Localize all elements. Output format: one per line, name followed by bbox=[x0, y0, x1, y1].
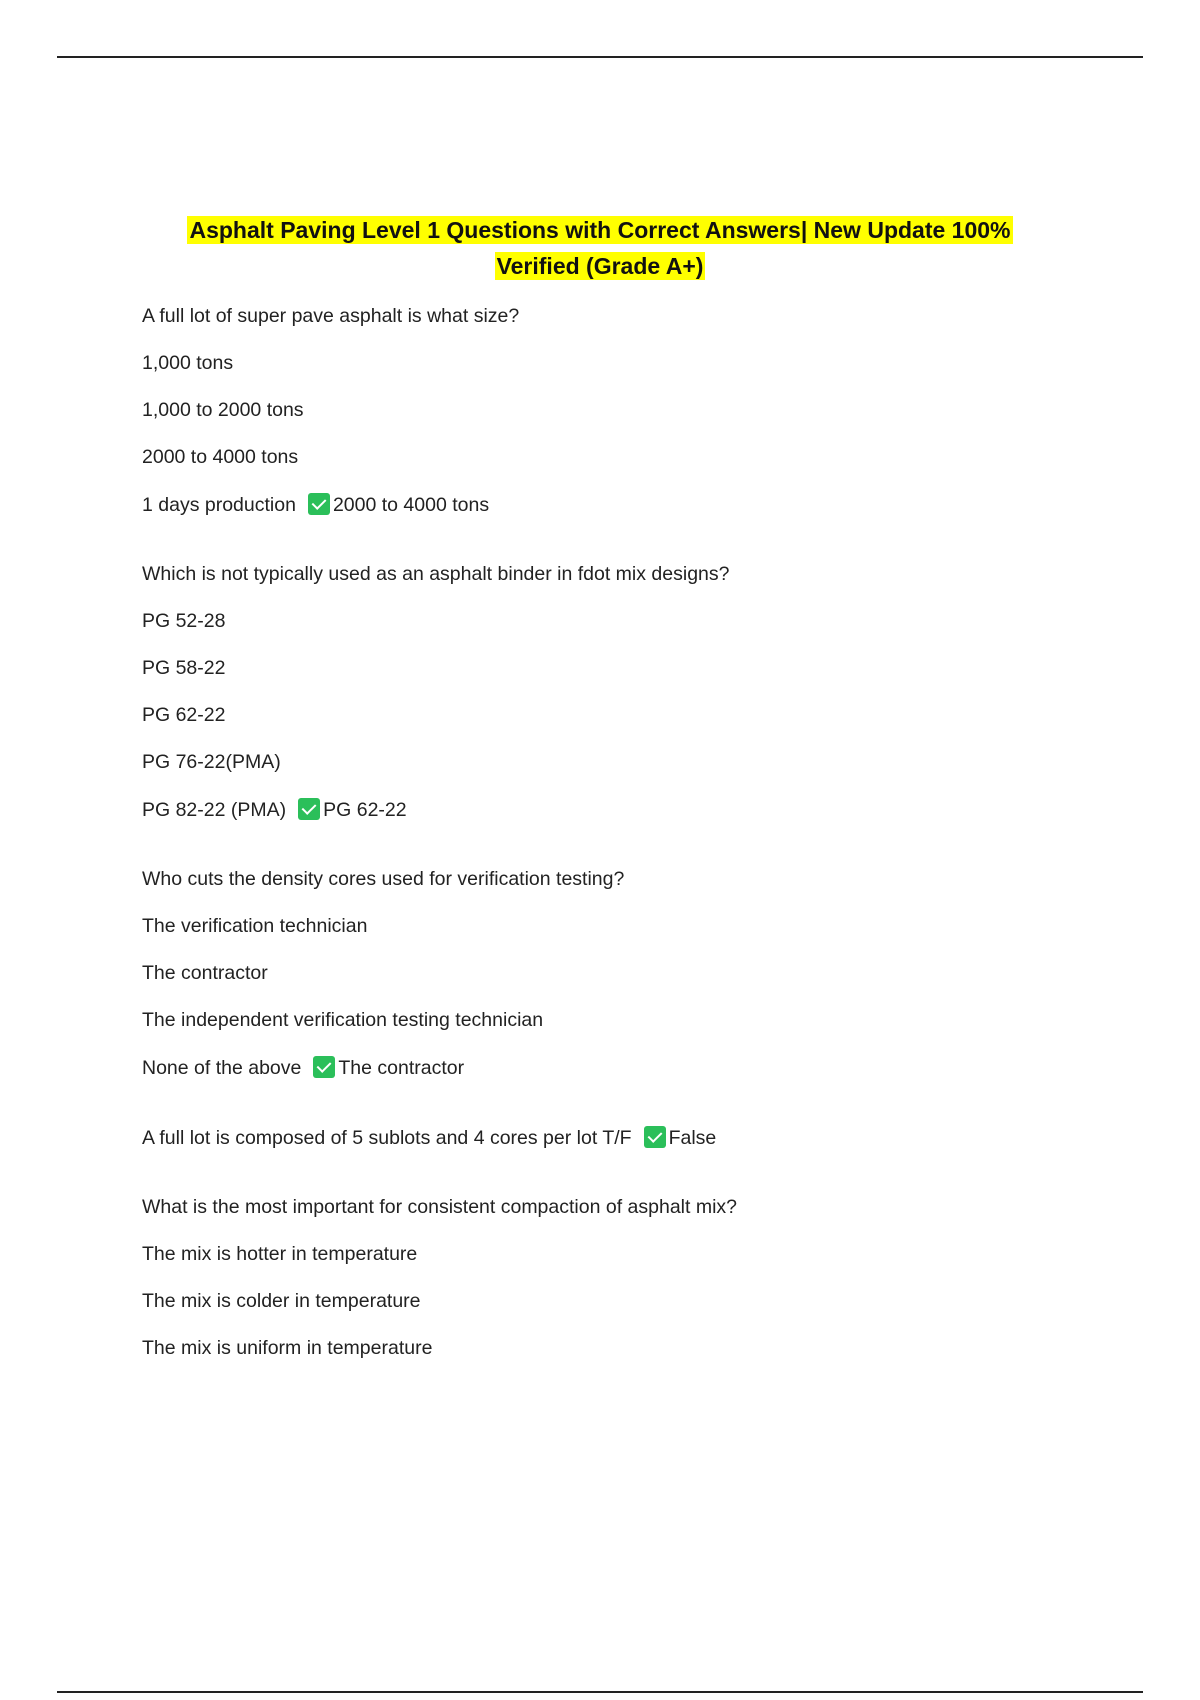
footer-rule bbox=[57, 1691, 1143, 1693]
answer-option: 2000 to 4000 tons bbox=[142, 446, 299, 468]
answer-option: PG 76-22(PMA) bbox=[142, 751, 281, 773]
answer-option: PG 52-28 bbox=[142, 610, 226, 632]
check-mark-icon bbox=[298, 798, 320, 820]
title-line-1: Asphalt Paving Level 1 Questions with Correct Answers| New Update 100% bbox=[189, 217, 1011, 243]
answer-option: The verification technician bbox=[142, 915, 368, 937]
answer-option: PG 82-22 (PMA) bbox=[142, 799, 287, 821]
question-block bbox=[142, 1195, 1082, 1360]
answer-option: None of the above bbox=[142, 1057, 302, 1079]
final-option-with-answer bbox=[142, 492, 1082, 518]
answer-option: The contractor bbox=[142, 962, 268, 984]
check-mark-icon bbox=[644, 1126, 666, 1148]
question-text: A full lot of super pave asphalt is what size? bbox=[142, 305, 520, 327]
final-option-with-answer bbox=[142, 1055, 1082, 1081]
answer-option: The independent verification testing technician bbox=[142, 1009, 544, 1031]
question-text: A full lot is composed of 5 sublots and 4 cores per lot T/F bbox=[142, 1127, 632, 1149]
answer-option: PG 62-22 bbox=[142, 704, 226, 726]
correct-answer: 2000 to 4000 tons bbox=[332, 494, 490, 516]
question-text: Which is not typically used as an asphalt binder in fdot mix designs? bbox=[142, 563, 730, 585]
answer-option: The mix is hotter in temperature bbox=[142, 1243, 418, 1265]
question-block bbox=[142, 867, 1082, 1081]
document-title bbox=[160, 212, 1040, 284]
question-list bbox=[142, 304, 1082, 1404]
final-option-with-answer bbox=[142, 797, 1082, 823]
correct-answer: The contractor bbox=[338, 1057, 465, 1079]
question-text: What is the most important for consistent compaction of asphalt mix? bbox=[142, 1196, 738, 1218]
correct-answer: False bbox=[668, 1127, 717, 1149]
answer-option: The mix is uniform in temperature bbox=[142, 1337, 433, 1359]
answer-option: PG 58-22 bbox=[142, 657, 226, 679]
header-rule bbox=[57, 56, 1143, 58]
question-text: Who cuts the density cores used for verification testing? bbox=[142, 868, 625, 890]
answer-option: 1,000 to 2000 tons bbox=[142, 399, 304, 421]
answer-option: 1,000 tons bbox=[142, 352, 234, 374]
question-block bbox=[142, 562, 1082, 823]
check-mark-icon bbox=[313, 1056, 335, 1078]
correct-answer: PG 62-22 bbox=[323, 799, 407, 821]
question-block bbox=[142, 304, 1082, 518]
answer-option: The mix is colder in temperature bbox=[142, 1290, 421, 1312]
question-with-answer bbox=[142, 1125, 1082, 1151]
answer-option: 1 days production bbox=[142, 494, 296, 516]
question-block bbox=[142, 1125, 1082, 1151]
check-mark-icon bbox=[308, 493, 330, 515]
title-line-2: Verified (Grade A+) bbox=[496, 253, 704, 279]
